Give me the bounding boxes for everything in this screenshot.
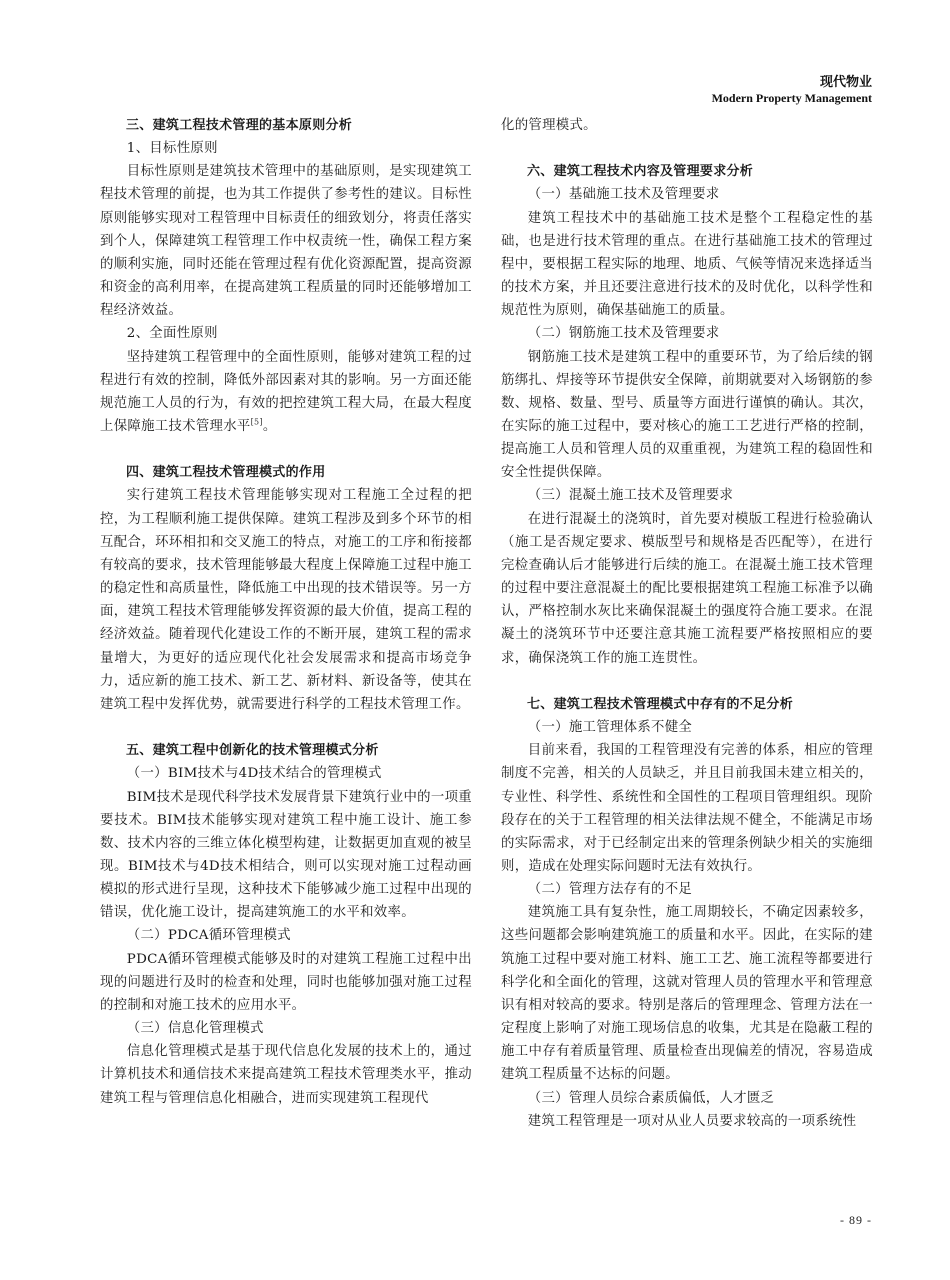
continued-text: 化的管理模式。 xyxy=(501,118,597,133)
section-3-paragraph-2 xyxy=(100,346,472,439)
page-number: - 89 - xyxy=(840,1213,872,1227)
journal-title-en: Modern Property Management xyxy=(711,91,872,106)
section-3-paragraph-2-end: 。 xyxy=(262,419,277,435)
section-6-paragraph-3: 在进行混凝土的浇筑时，首先要对模版工程进行检验确认（施工是否规定要求、模版型号和规格是否匹配等），在进行完检查确认后才能够进行后续的施工。在混凝土施工技术管理的过程中要注意混凝土的配比要根据建筑工程施工标准予以确认，严格控制水灰比来确保混凝土的强度符合施工要求。在混凝土的浇筑环节中还要注意其施工流程要严格按照相应的要求，确保浇筑工作的施工连贯性。 xyxy=(501,511,873,666)
section-7-paragraph-2: 建筑施工具有复杂性，施工周期较长，不确定因素较多，这些问题都会影响建筑施工的质量和水平。因此，在实际的建筑施工过程中要对施工材料、施工工艺、施工流程等都要进行科学化和全面化的管理，这就对管理人员的管理水平和管理意识有相对较高的要求。特别是落后的管理理念、管理方法在一定程度上影响了对施工现场信息的收集，尤其是在隐蔽工程的施工中存有着质量管理、质量检查出现偏差的情况，容易造成建筑工程质量不达标的问题。 xyxy=(501,905,873,1083)
section-7-paragraph-3: 建筑工程管理是一项对从业人员要求较高的一项系统性 xyxy=(527,1113,857,1129)
section-6-subheading-3: （三）混凝土施工技术及管理要求 xyxy=(527,488,734,504)
section-5-paragraph-3: 信息化管理模式是基于现代信息化发展的技术上的，通过计算机技术和通信技术来提高建筑工程技术管理类水平，推动建筑工程与管理信息化相融合，进而实现建筑工程现代 xyxy=(100,1044,472,1106)
section-5-subheading-2: （二）PDCA循环管理模式 xyxy=(126,928,291,944)
section-7-subheading-1: （一）施工管理体系不健全 xyxy=(527,720,693,736)
right-column xyxy=(501,114,873,1133)
journal-header xyxy=(712,75,872,106)
section-5-paragraph-1: BIM技术是现代科学技术发展背景下建筑行业中的一项重要技术。BIM技术能够实现对建筑工程中施工设计、施工参数、技术内容的三维立体化模型构建，让数据更加直观的被呈现。BIM技术与4D技术相结合，则可以实现对施工过程动画模拟的形式进行呈现，这种技术下能够减少施工过程中出现的错误，优化施工设计，提高建筑施工的水平和效率。 xyxy=(100,789,472,921)
section-7-subheading-3: （三）管理人员综合素质偏低，人才匮乏 xyxy=(527,1090,775,1106)
section-6-title: 六、建筑工程技术内容及管理要求分析 xyxy=(527,164,754,180)
section-4-title: 四、建筑工程技术管理模式的作用 xyxy=(126,465,326,481)
section-3-title: 三、建筑工程技术管理的基本原则分析 xyxy=(126,118,353,133)
section-6-paragraph-2: 钢筋施工技术是建筑工程中的重要环节，为了给后续的钢筋绑扎、焊接等环节提供安全保障，前期就要对入场钢筋的参数、规格、数量、型号、质量等方面进行谨慎的确认。其次，在实际的施工过程中，要对核心的施工工艺进行严格的控制，提高施工人员和管理人员的双重重视，为建筑工程的稳固性和安全性提供保障。 xyxy=(501,349,873,481)
section-6-subheading-1: （一）基础施工技术及管理要求 xyxy=(527,187,720,203)
section-5-subheading-1: （一）BIM技术与4D技术结合的管理模式 xyxy=(126,766,382,782)
journal-title-cn: 现代物业 xyxy=(819,75,872,90)
section-6-paragraph-1: 建筑工程技术中的基础施工技术是整个工程稳定性的基础，也是进行技术管理的重点。在进行基础施工技术的管理过程中，要根据工程实际的地理、地质、气候等情况来选择适当的技术方案，并且还要注意进行技术的及时优化，以科学性和规范性为原则，确保基础施工的质量。 xyxy=(501,210,873,319)
citation-ref: [5] xyxy=(250,417,263,427)
section-7-subheading-2: （二）管理方法存有的不足 xyxy=(527,882,693,898)
section-5-subheading-3: （三）信息化管理模式 xyxy=(126,1021,264,1037)
section-3-paragraph-1: 目标性原则是建筑技术管理中的基础原则，是实现建筑工程技术管理的前提，也为其工作提供了参考性的建议。目标性原则能够实现对工程管理中目标责任的细致划分，将责任落实到个人，保障建筑工程管理工作中权责统一性，确保工程方案的顺利实施，同时还能在管理过程有优化资源配置，提高资源和资金的高利用率，在提高建筑工程质量的同时还能够增加工程经济效益。 xyxy=(100,164,472,319)
section-5-paragraph-2: PDCA循环管理模式能够及时的对建筑工程施工过程中出现的问题进行及时的检查和处理，同时也能够加强对施工过程的控制和对施工技术的应用水平。 xyxy=(100,951,472,1013)
section-7-title: 七、建筑工程技术管理模式中存有的不足分析 xyxy=(527,696,794,712)
section-5-title: 五、建筑工程中创新化的技术管理模式分析 xyxy=(126,743,379,759)
section-4-paragraph-1: 实行建筑工程技术管理能够实现对工程施工全过程的把控，为工程顺利施工提供保障。建筑工程涉及到多个环节的相互配合，环环相扣和交叉施工的特点，对施工的工序和衔接都有较高的要求，技术管理能够最大程度上保障施工过程中施工的稳定性和高质量性，降低施工中出现的技术错误等。另一方面，建筑工程技术管理能够发挥资源的最大价值，提高工程的经济效益。随着现代化建设工作的不断开展，建筑工程的需求量增大，为更好的适应现代化社会发展需求和提高市场竞争力，适应新的施工技术、新工艺、新材料、新设备等，使其在建筑工程中发挥优势，就需要进行科学的工程技术管理工作。 xyxy=(100,488,472,712)
section-3-subheading-1: 1、目标性原则 xyxy=(126,141,218,157)
section-6-subheading-2: （二）钢筋施工技术及管理要求 xyxy=(527,326,720,342)
left-column xyxy=(100,114,472,1110)
section-3-paragraph-2-text: 坚持建筑工程管理中的全面性原则，能够对建筑工程的过程进行有效的控制，降低外部因素对其的影响。另一方面还能规范施工人员的行为，有效的把控建筑工程大局，在最大程度上保障施工技术管理水平 xyxy=(100,349,472,435)
section-7-paragraph-1: 目前来看，我国的工程管理没有完善的体系，相应的管理制度不完善，相关的人员缺乏，并且目前我国未建立相关的，专业性、科学性、系统性和全国性的工程项目管理组织。现阶段存在的关于工程管理的相关法律法规不健全，不能满足市场的实际需求，对于已经制定出来的管理条例缺少相关的实施细则，造成在处理实际问题时无法有效执行。 xyxy=(501,743,873,874)
section-3-subheading-2: 2、全面性原则 xyxy=(126,326,218,342)
